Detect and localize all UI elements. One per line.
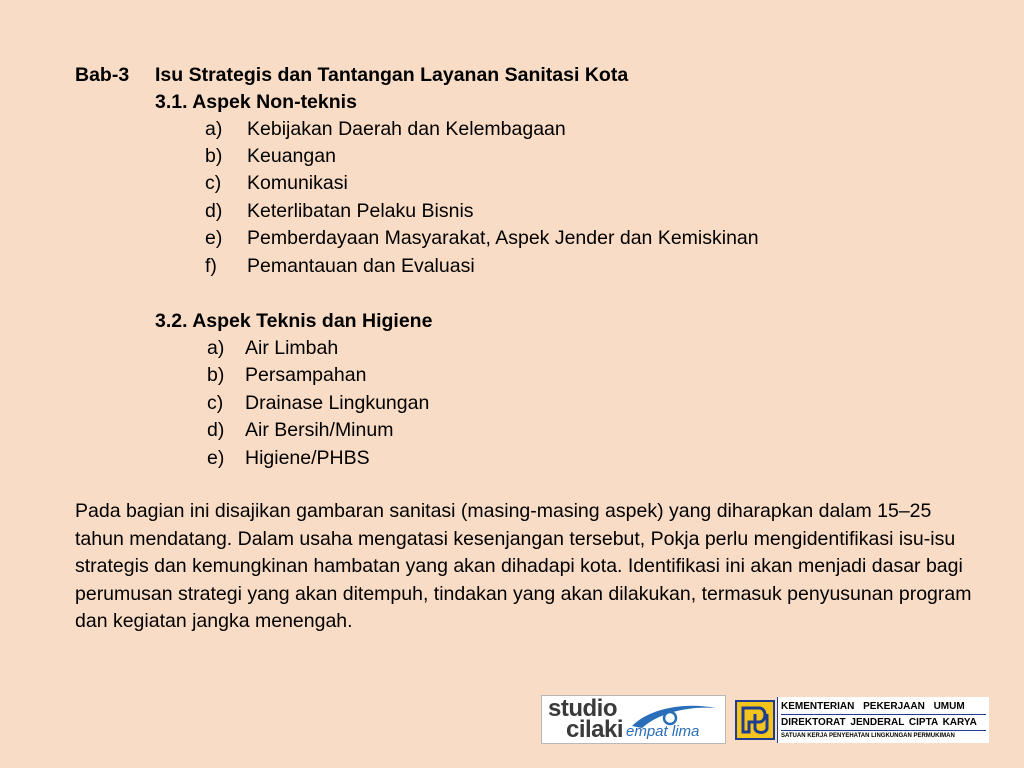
divider <box>781 730 986 731</box>
pu-emblem-icon <box>735 700 775 740</box>
list-marker: c) <box>207 392 224 414</box>
list-marker: e) <box>205 227 223 249</box>
list-marker: b) <box>205 145 223 167</box>
list-item: Air Bersih/Minum <box>245 419 394 441</box>
logo-text-studio: studio <box>548 695 617 722</box>
list-item: Air Limbah <box>245 337 339 359</box>
list-marker: e) <box>207 447 225 469</box>
section-heading-non-technical: 3.1. Aspek Non-teknis <box>155 91 357 113</box>
list-item: Kebijakan Daerah dan Kelembagaan <box>247 118 566 140</box>
list-marker: a) <box>205 118 223 140</box>
list-item: Keuangan <box>247 145 336 167</box>
divider <box>781 714 986 715</box>
body-paragraph: Pada bagian ini disajikan gambaran sanitasi (masing-masing aspek) yang diharapkan dalam 15–25 tahun mendatang. Dalam usaha mengatasi kesenjangan tersebut, Pokja perlu mengidentifikasi isu-isu strategis dan kemungkinan hambatan yang akan dihadapi kota. Identifikasi ini akan menjadi dasar bagi perumusan strategi yang akan ditempuh, tindakan yang akan dilakukan, termasuk penyusunan program dan kegiatan jangka menengah. <box>75 500 972 632</box>
ministry-label <box>777 697 989 743</box>
list-marker: c) <box>205 172 222 194</box>
list-marker: a) <box>207 337 225 359</box>
list-item: Higiene/PHBS <box>245 447 370 469</box>
ministry-name: KEMENTERIAN PEKERJAAN UMUM <box>781 701 965 712</box>
list-marker: d) <box>207 419 225 441</box>
list-item: Pemantauan dan Evaluasi <box>247 255 475 277</box>
studio-cilaki-logo <box>541 695 726 744</box>
list-marker: f) <box>205 255 217 277</box>
logo-text-empat-lima: empat lima <box>626 723 700 740</box>
directorate-name: DIREKTORAT JENDERAL CIPTA KARYA <box>781 717 977 728</box>
list-item: Drainase Lingkungan <box>245 392 430 414</box>
list-item: Keterlibatan Pelaku Bisnis <box>247 200 474 222</box>
list-item: Persampahan <box>245 364 367 386</box>
list-item: Komunikasi <box>247 172 348 194</box>
list-item: Pemberdayaan Masyarakat, Aspek Jender dan Kemiskinan <box>247 227 759 249</box>
list-marker: d) <box>205 200 223 222</box>
unit-name: SATUAN KERJA PENYEHATAN LINGKUNGAN PERMUKIMAN <box>781 733 955 739</box>
section-heading-technical: 3.2. Aspek Teknis dan Higiene <box>155 310 433 332</box>
chapter-number: Bab-3 <box>75 64 130 86</box>
logo-text-cilaki: cilaki <box>566 716 624 743</box>
chapter-title: Isu Strategis dan Tantangan Layanan Sanitasi Kota <box>155 64 629 86</box>
list-marker: b) <box>207 364 225 386</box>
